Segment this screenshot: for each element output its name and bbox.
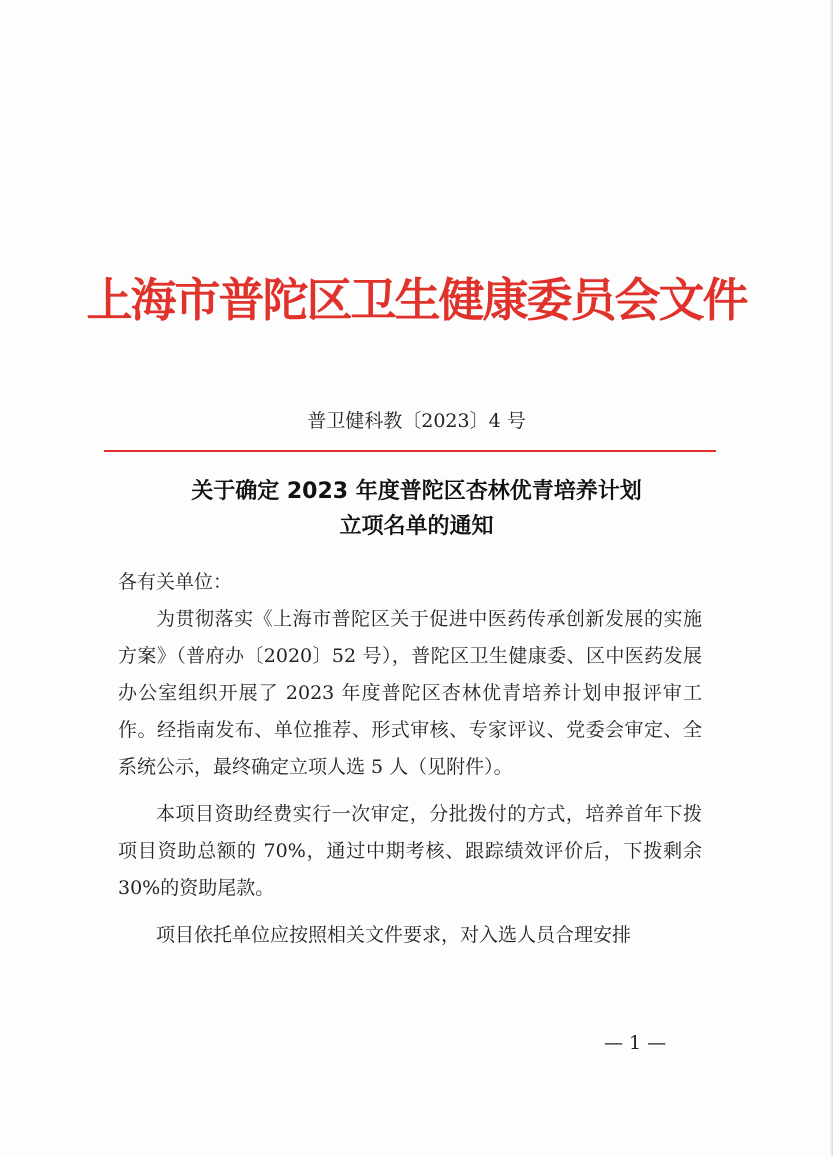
page-number: — 1 —: [604, 1032, 667, 1054]
document-header: 上海市普陀区卫生健康委员会文件: [86, 273, 747, 327]
red-divider: [104, 450, 716, 452]
document-title: [0, 474, 833, 544]
salutation: 各有关单位：: [118, 571, 233, 593]
title-line-2: 立项名单的通知: [339, 514, 494, 539]
paragraph-1: 为贯彻落实《上海市普陀区关于促进中医药传承创新发展的实施方案》（普府办〔2020〕52 号），普陀区卫生健康委、区中医药发展办公室组织开展了 2023 年度普陀区杏林优青培养计划申报评审工作。经指南发布、单位推荐、形式审核、专家评议、党委会审定、全系统公示，最终确定立项人选 5 人（见附件）。: [118, 608, 702, 778]
document-number: 普卫健科教〔2023〕4 号: [307, 410, 526, 432]
paragraph-3: 项目依托单位应按照相关文件要求，对入选人员合理安排: [156, 924, 632, 946]
document-body: [118, 564, 702, 964]
title-line-1: 关于确定 2023 年度普陀区杏林优青培养计划: [191, 479, 642, 504]
paragraph-2: 本项目资助经费实行一次审定，分批拨付的方式，培养首年下拨项目资助总额的 70%，通过中期考核、跟踪绩效评价后，下拨剩余 30%的资助尾款。: [118, 803, 702, 899]
